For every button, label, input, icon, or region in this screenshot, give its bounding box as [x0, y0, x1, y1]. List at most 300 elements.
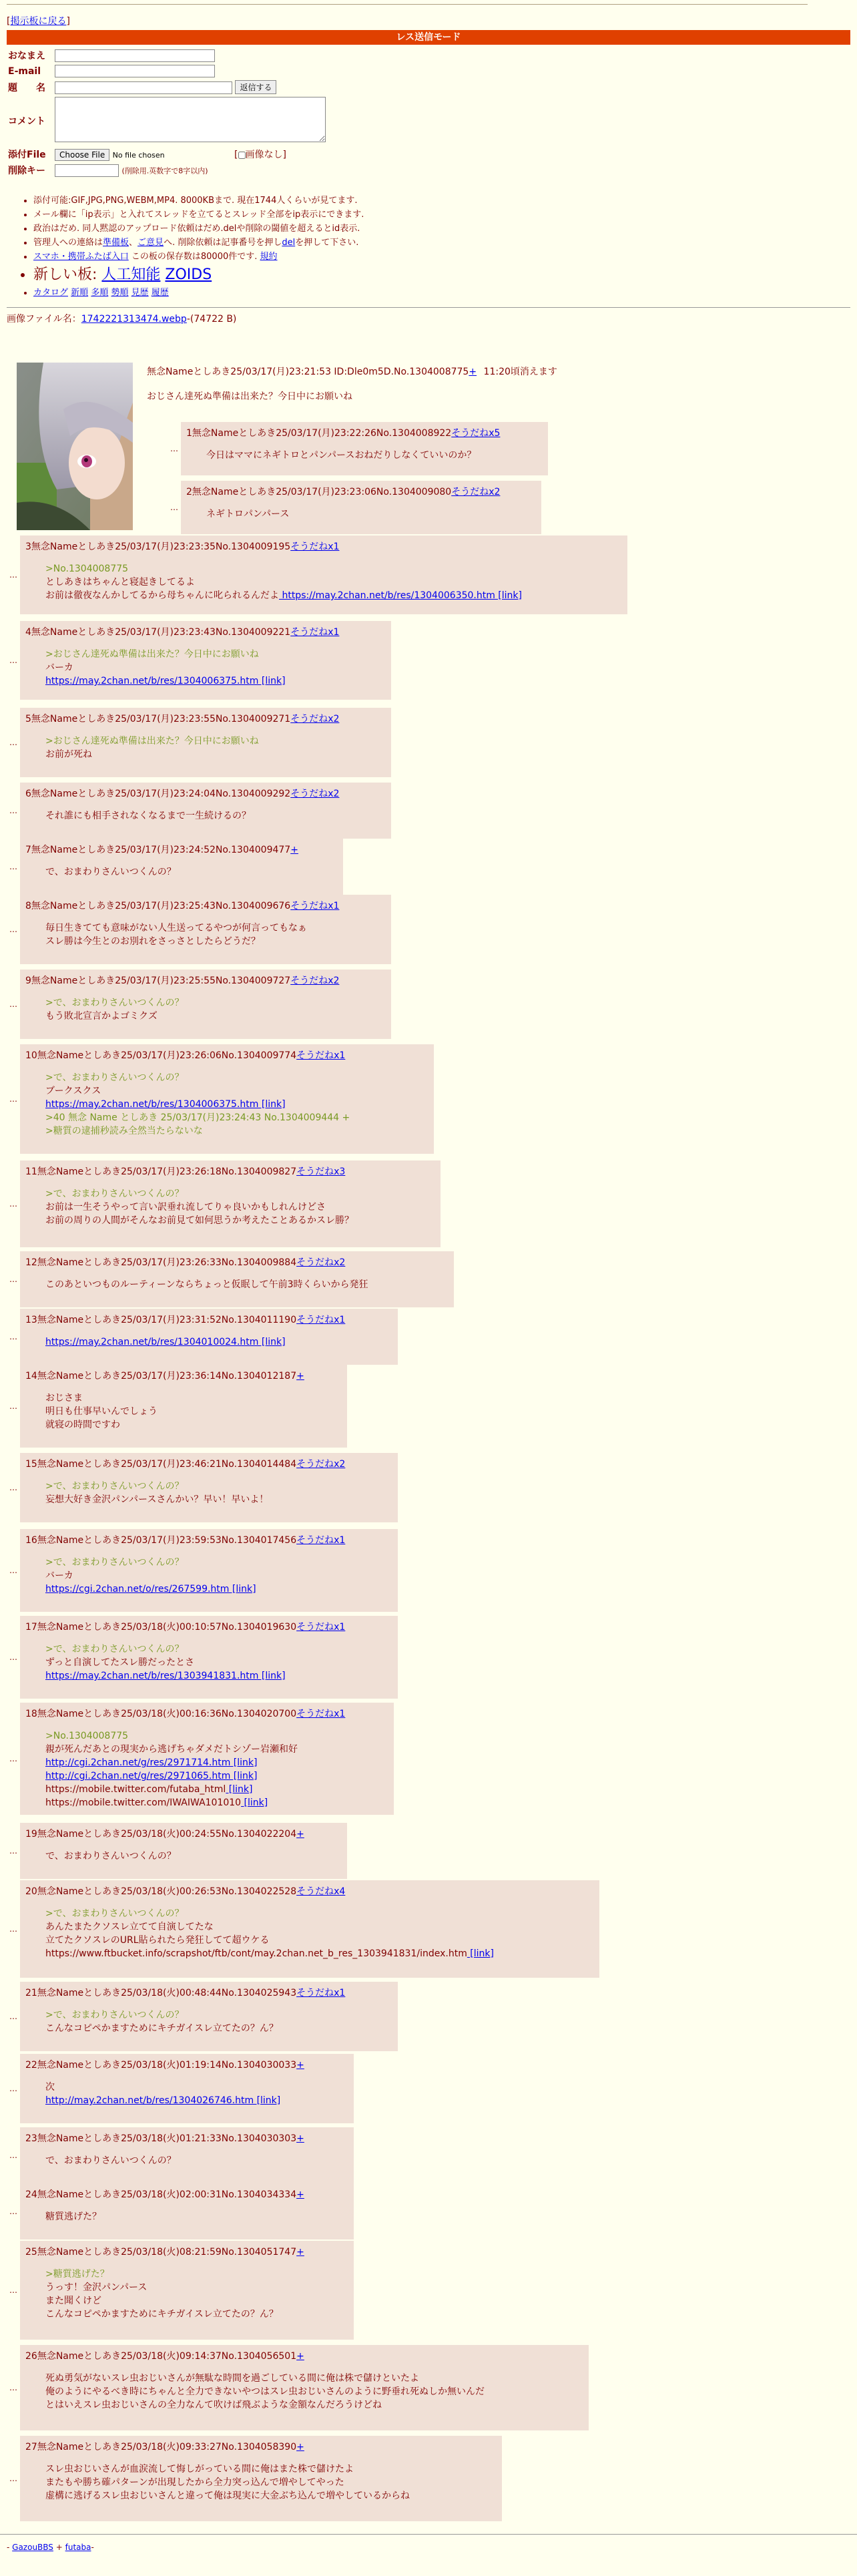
op-thumbnail[interactable] [17, 363, 133, 530]
choose-file-button[interactable]: Choose File [55, 149, 109, 161]
reply-marker: … [9, 2383, 17, 2392]
comment-line: お前は徹夜なんかしてるから母ちゃんに叱られるんだよ https://may.2chan.net/b/res/1304006350.htm [link] [45, 590, 522, 601]
comment-line [45, 1769, 388, 1783]
reply-marker: … [9, 1199, 17, 1209]
sodane-button[interactable]: そうだねx2 [296, 1257, 346, 1268]
reply-marker: … [9, 862, 17, 871]
reply-meta: 5無念Nameとしあき25/03/17(月)23:23:55No.1304009271 [25, 714, 291, 724]
comment-line: バーカ [45, 662, 73, 673]
reply-header [25, 1313, 392, 1326]
no-file-label: No file chosen [112, 151, 165, 160]
reply-box [20, 970, 391, 1039]
comment-line: 妄想大好き金沢パンパースさんかい？早い！早いよ！ [45, 1494, 269, 1505]
reply-header [25, 899, 386, 912]
reply-post [9, 2436, 502, 2521]
reply-body [186, 507, 536, 521]
reply-header [25, 1884, 594, 1898]
comment-line: 虚構に逃げるスレ虫おじいさんと違って俺は現実に大金ぶち込んで増やしているからね [45, 2491, 410, 2501]
reply-header [25, 1620, 392, 1633]
reply-link[interactable]: https://may.2chan.net/b/res/1303941831.htm [link] [45, 1671, 286, 1681]
op-body: おじさん達死ぬ準備は出来た？今日中にお願いね [147, 391, 352, 402]
reply-marker: … [9, 1754, 17, 1763]
reply-body [25, 865, 338, 879]
reply-post [170, 422, 548, 475]
comment-line [45, 674, 386, 688]
comment-line: 親が死んだあとの現実から逃げちゃダメだトシゾー岩瀬和好 [45, 1744, 298, 1755]
comment-line [45, 1669, 392, 1683]
rule-upload: • 添付可能:GIF,JPG,PNG,WEBM,MP4. 8000KBまで. 現在1744人くらいが見てます. [33, 193, 850, 206]
sodane-button[interactable]: そうだねx1 [290, 901, 340, 911]
quote-line: >40 無念 Name としあき 25/03/17(月)23:24:43 No.1304009444 + [45, 1112, 350, 1123]
quote-line: >で、おまわりさんいつくんの？ [45, 1644, 184, 1655]
reply-meta: 16無念Nameとしあき25/03/17(月)23:59:53No.1304017456 [25, 1535, 297, 1546]
reply-meta: 6無念Nameとしあき25/03/17(月)23:24:04No.1304009292 [25, 789, 291, 799]
catalog-link[interactable]: カタログ [33, 288, 69, 298]
reply-marker: … [9, 2286, 17, 2295]
reply-header [25, 2440, 497, 2453]
comment-line: おじさま [45, 1393, 83, 1404]
sodane-button[interactable]: + [296, 2351, 304, 2362]
thread-divider [7, 307, 850, 308]
reply-header [25, 540, 622, 553]
back-nav: [掲示板に戻る] [7, 16, 70, 27]
reply-post [9, 535, 627, 614]
top-divider [7, 4, 808, 5]
reply-body [25, 648, 386, 688]
sodane-button[interactable]: そうだねx2 [290, 714, 340, 724]
reply-meta: 8無念Nameとしあき25/03/17(月)23:25:43No.1304009676 [25, 901, 291, 911]
op-plus-link[interactable]: + [469, 367, 477, 377]
reply-marker: … [9, 1846, 17, 1856]
reply-body [25, 2462, 497, 2503]
reply-box [20, 1703, 394, 1815]
comment-line: 糖質逃げた？ [45, 2211, 101, 2222]
comment-line: お前の周りの人間がそんなお前見て如何思うか考えたことあるかスレ勝？ [45, 1215, 354, 1226]
reply-link[interactable]: http://may.2chan.net/b/res/1304026746.htm [link] [45, 2095, 281, 2106]
submit-reply-button[interactable]: 返信する [235, 80, 276, 94]
reply-link[interactable]: http://cgi.2chan.net/g/res/2971714.htm [link] [45, 1757, 258, 1768]
sodane-button[interactable]: そうだねx3 [296, 1166, 346, 1177]
comment-line: https://mobile.twitter.com/IWAIWA101010 [link] [45, 1797, 268, 1808]
quote-line: >で、おまわりさんいつくんの？ [45, 1189, 184, 1199]
junbi-board-link[interactable]: 準備板 [103, 238, 129, 248]
reply-post [9, 1703, 394, 1815]
reply-link[interactable]: https://may.2chan.net/b/res/1304006350.htm [link] [279, 590, 522, 601]
reply-post [9, 1880, 599, 1978]
reply-header [186, 426, 543, 439]
sodane-button[interactable]: そうだねx2 [296, 1459, 346, 1470]
subject-label: 題 名 [8, 82, 45, 93]
reply-header [25, 1255, 449, 1269]
comment-line: 次 [45, 2082, 55, 2093]
comment-line: ネギトロパンパース [206, 509, 290, 519]
comment-line: スレ勝は今生とのお別れをさっさとしたらどうだ？ [45, 936, 260, 947]
reply-header [25, 625, 386, 638]
op-file-line: 画像ファイル名：1742221313474.webp-(74722 B) [7, 314, 237, 325]
sodane-button[interactable]: そうだねx2 [290, 789, 340, 799]
reply-meta: 15無念Nameとしあき25/03/17(月)23:46:21No.1304014484 [25, 1459, 297, 1470]
reply-header [25, 2058, 348, 2071]
reply-header [25, 1986, 392, 1999]
reply-mode-banner: レス送信モード [7, 30, 850, 45]
reply-body [25, 1335, 392, 1349]
reply-post [9, 1823, 347, 1879]
reply-post [9, 2241, 354, 2340]
reply-post [9, 2127, 354, 2183]
reply-box [20, 1365, 347, 1448]
reply-header [25, 712, 386, 725]
reply-header [186, 485, 536, 498]
reply-meta: 18無念Nameとしあき25/03/18(火)00:16:36No.1304020700 [25, 1709, 297, 1719]
comment-line: スレ虫おじいさんが血涙流して悔しがっている間に俺はまた株で儲けたよ [45, 2464, 354, 2475]
reply-header [25, 2245, 348, 2258]
terms-link[interactable]: 規約 [260, 252, 278, 262]
reply-marker: … [9, 1275, 17, 1284]
reply-meta: 7無念Nameとしあき25/03/17(月)23:24:52No.1304009477 [25, 845, 291, 855]
sodane-button[interactable]: そうだねx1 [290, 542, 340, 552]
reply-marker: … [9, 1924, 17, 1934]
comment-line: またもや勝ち確パターンが出現したから全力突っ込んで増やしてやった [45, 2477, 344, 2488]
reply-body [25, 1907, 594, 1960]
reply-meta: 23無念Nameとしあき25/03/18(火)01:21:33No.1304030303 [25, 2133, 297, 2144]
reply-header [25, 1048, 429, 1062]
quote-line: >No.1304008775 [45, 1731, 129, 1741]
subject-input[interactable] [55, 81, 232, 94]
comment-line: あんたまたクソスレ立てて自演してたな [45, 1922, 214, 1932]
sodane-button[interactable]: + [296, 2442, 304, 2452]
catalog-links [33, 285, 850, 298]
reply-meta: 2無念Nameとしあき25/03/17(月)23:23:06No.1304009080 [186, 487, 452, 497]
comment-line: こんなコピペかますためにキチガイスレ立てたの？ん？ [45, 2023, 278, 2034]
reply-header [25, 1533, 392, 1546]
reply-box [20, 1160, 441, 1247]
comment-line: お前が死ね [45, 749, 92, 760]
reply-box [20, 1309, 398, 1365]
reply-header [25, 843, 338, 856]
reply-link[interactable]: [link] [226, 1784, 253, 1795]
reply-body [25, 1556, 392, 1596]
reply-body [25, 2372, 583, 2412]
quote-line: >で、おまわりさんいつくんの？ [45, 1072, 184, 1083]
op-header: 無念Nameとしあき25/03/17(月)23:21:53 ID:Dle0m5D.No.1304008775+ 11:20頃消えます [147, 367, 557, 377]
reply-box [20, 1251, 454, 1307]
reply-marker: … [9, 2084, 17, 2093]
reply-form [7, 47, 327, 178]
comment-textarea[interactable] [55, 97, 326, 142]
comment-line [45, 1582, 392, 1596]
futaba-link[interactable]: futaba [65, 2543, 91, 2552]
quote-line: >糖質逃げた？ [45, 2269, 109, 2280]
rule-ip: • メール欄に「ip表示」と入れてスレッドを立てるとスレッド全部をip表示にできます. [33, 207, 850, 220]
reply-box [20, 1529, 398, 1612]
reply-box [20, 2127, 354, 2183]
reply-box [20, 2183, 354, 2239]
feedback-link[interactable]: ご意見 [137, 238, 164, 248]
reply-body [25, 1187, 435, 1227]
board-rules [7, 193, 850, 298]
comment-line [45, 1335, 392, 1349]
comment-line: お前は一生そうやって言い訳垂れ流してりゃ良いかもしれんけどさ [45, 1202, 326, 1213]
reply-meta: 25無念Nameとしあき25/03/18(火)08:21:59No.1304051747 [25, 2247, 297, 2258]
reply-meta: 11無念Nameとしあき25/03/17(月)23:26:18No.1304009827 [25, 1166, 297, 1177]
comment-line: うっす！金沢パンパース [45, 2282, 148, 2293]
reply-marker: … [9, 1566, 17, 1575]
email-input[interactable] [55, 65, 215, 77]
sort-new-link[interactable]: 新順 [71, 288, 89, 298]
quote-line: >おじさん達死ぬ準備は出来た？今日中にお願いね [45, 649, 259, 660]
view-history-link[interactable]: 見歴 [131, 288, 149, 298]
comment-line: もう敗北宣言かよゴミクズ [45, 1011, 158, 1022]
reply-meta: 19無念Nameとしあき25/03/18(火)00:24:55No.1304022204 [25, 1829, 297, 1840]
sodane-button[interactable]: + [296, 2247, 304, 2258]
reply-post [9, 1309, 398, 1365]
reply-box [20, 1982, 398, 2051]
reply-box [20, 2345, 589, 2430]
reply-box [20, 783, 391, 839]
sodane-button[interactable]: そうだねx1 [296, 1622, 346, 1633]
reply-post [9, 895, 391, 964]
reply-meta: 4無念Nameとしあき25/03/17(月)23:23:43No.1304009221 [25, 627, 291, 638]
reply-post [9, 2345, 589, 2430]
reply-post [9, 708, 391, 777]
reply-box [20, 535, 627, 614]
comment-line: で、おまわりさんいつくんの？ [45, 2155, 176, 2166]
reply-header [25, 2131, 348, 2145]
reply-body [25, 734, 386, 761]
gazoubbs-link[interactable]: GazouBBS [12, 2543, 53, 2552]
reply-meta: 13無念Nameとしあき25/03/17(月)23:31:52No.1304011190 [25, 1315, 297, 1325]
reply-marker: … [9, 2151, 17, 2160]
comment-line: こんなコピペかますためにキチガイスレ立てたの？ん？ [45, 2309, 278, 2320]
reply-meta: 20無念Nameとしあき25/03/18(火)00:26:53No.1304022528 [25, 1886, 297, 1897]
reply-header [25, 2349, 583, 2362]
comment-line [45, 1756, 388, 1769]
reply-post [9, 970, 391, 1039]
sodane-button[interactable]: + [296, 2189, 304, 2200]
reply-box [181, 481, 541, 534]
reply-meta: 26無念Nameとしあき25/03/18(火)09:14:37No.1304056501 [25, 2351, 297, 2362]
reply-body [25, 2210, 348, 2223]
reply-post [9, 1160, 441, 1247]
reply-body [25, 809, 386, 823]
sodane-button[interactable]: + [296, 2133, 304, 2144]
new-boards: • 新しい板: 人工知能 ZOIDS [33, 263, 850, 284]
comment-line: https://mobile.twitter.com/futaba_html [link] [45, 1784, 253, 1795]
reply-link[interactable]: [link] [241, 1797, 268, 1808]
zoids-board-link[interactable]: ZOIDS [165, 266, 212, 283]
reply-body [25, 1071, 429, 1138]
reply-body [25, 2268, 348, 2321]
sodane-button[interactable]: そうだねx1 [296, 1315, 346, 1325]
reply-box [20, 708, 391, 777]
sodane-button[interactable]: そうだねx1 [296, 1050, 346, 1061]
reply-marker: … [9, 2474, 17, 2483]
sort-momentum-link[interactable]: 勢順 [111, 288, 129, 298]
sodane-button[interactable]: そうだねx1 [296, 1535, 346, 1546]
attach-label: 添付File [8, 150, 46, 160]
reply-marker: … [9, 1094, 17, 1104]
reply-box [20, 1823, 347, 1879]
reply-body [25, 1850, 342, 1863]
reply-post [9, 1616, 398, 1699]
sodane-button[interactable]: そうだねx1 [290, 627, 340, 638]
comment-line: https://www.ftbucket.info/scrapshot/ftb/cont/may.2chan.net_b_res_1303941831/index.htm [link] [45, 1948, 494, 1959]
comment-line: ずっと自演してたスレ勝だったとさ [45, 1657, 195, 1668]
comment-line: 俺のようにやるべき時にちゃんと全力できないやつはスレ虫おじいさんのように野垂れ死ぬしか無いんだ [45, 2386, 485, 2397]
reply-body [186, 449, 543, 462]
delkey-hint: (削除用.英数字で8字以内) [121, 166, 208, 175]
reply-marker: … [9, 925, 17, 934]
reply-post [9, 783, 391, 839]
reply-post [9, 1529, 398, 1612]
op-expire: 11:20頃消えます [483, 367, 557, 377]
sodane-button[interactable]: + [290, 845, 298, 855]
reply-meta: 22無念Nameとしあき25/03/18(火)01:19:14No.1304030033 [25, 2060, 297, 2071]
sodane-button[interactable]: そうだねx2 [290, 976, 340, 986]
sodane-button[interactable]: そうだねx5 [451, 428, 501, 439]
comment-line: で、おまわりさんいつくんの？ [45, 867, 176, 877]
reply-header [25, 1457, 392, 1470]
quote-line: >No.1304008775 [45, 564, 129, 574]
reply-box [20, 1616, 398, 1699]
reply-link[interactable]: http://cgi.2chan.net/g/res/2971065.htm [link] [45, 1771, 258, 1781]
reply-link[interactable]: https://may.2chan.net/b/res/1304010024.htm [link] [45, 1337, 286, 1347]
name-label: おなまえ [8, 51, 45, 61]
sodane-button[interactable]: + [296, 1829, 304, 1840]
footer: - GazouBBS + futaba- [7, 2543, 94, 2552]
reply-header [25, 1164, 435, 1178]
sodane-button[interactable]: そうだねx1 [296, 1988, 346, 1998]
back-to-board-link[interactable]: 掲示板に戻る [10, 16, 67, 27]
reply-meta: 1無念Nameとしあき25/03/17(月)23:22:26No.1304008922 [186, 428, 452, 439]
name-input[interactable] [55, 49, 215, 62]
comment-line [45, 2094, 348, 2107]
reply-header [25, 974, 386, 987]
reply-box [20, 839, 343, 895]
del-link[interactable]: del [282, 238, 296, 248]
comment-line [45, 1098, 429, 1111]
no-image-checkbox[interactable] [238, 152, 246, 159]
comment-line: また聞くけど [45, 2296, 101, 2306]
quote-line: >で、おまわりさんいつくんの？ [45, 2010, 184, 2020]
reply-link[interactable]: [link] [467, 1948, 494, 1959]
reply-box [20, 895, 391, 964]
post-history-link[interactable]: 履歴 [151, 288, 169, 298]
reply-marker: … [9, 1402, 17, 1411]
reply-meta: 24無念Nameとしあき25/03/18(火)02:00:31No.1304034334 [25, 2189, 297, 2200]
reply-marker: … [9, 1653, 17, 1662]
reply-marker: … [9, 738, 17, 747]
comment-line: それ誰にも相手されなくなるまで一生続けるの？ [45, 811, 251, 821]
comment-line: で、おまわりさんいつくんの？ [45, 1851, 176, 1862]
sodane-button[interactable]: そうだねx2 [451, 487, 501, 497]
rule-mobile: • スマホ・携帯ふたば入口 この板の保存数は80000件です. 規約 [33, 249, 850, 262]
quote-line: >で、おまわりさんいつくんの？ [45, 1908, 184, 1919]
reply-box [20, 2436, 502, 2521]
reply-post [9, 1365, 347, 1448]
delkey-label: 削除キー [8, 166, 45, 176]
comment-label: コメント [8, 116, 45, 127]
reply-box [181, 422, 548, 475]
comment-line: 立てたクソスレのURL貼られたら発狂してて超ウケる [45, 1935, 270, 1946]
reply-link[interactable]: https://cgi.2chan.net/o/res/267599.htm [link] [45, 1584, 256, 1594]
reply-header [25, 1827, 342, 1840]
reply-box [20, 1044, 434, 1154]
reply-meta: 10無念Nameとしあき25/03/17(月)23:26:06No.1304009774 [25, 1050, 297, 1061]
email-label: E-mail [8, 65, 41, 77]
sodane-button[interactable]: + [296, 1371, 304, 1381]
comment-line: 今日はママにネギトロとパンパースおねだりしなくていいのか？ [206, 450, 477, 461]
reply-body [25, 996, 386, 1023]
reply-header [25, 2187, 348, 2201]
reply-link[interactable]: https://may.2chan.net/b/res/1304006375.htm [link] [45, 1099, 286, 1110]
quote-line: >で、おまわりさんいつくんの？ [45, 1557, 184, 1568]
reply-body [25, 1643, 392, 1683]
reply-post [9, 1453, 398, 1522]
sodane-button[interactable]: + [296, 2060, 304, 2071]
reply-meta: 17無念Nameとしあき25/03/18(火)00:10:57No.1304019630 [25, 1622, 297, 1633]
reply-link[interactable]: https://may.2chan.net/b/res/1304006375.htm [link] [45, 676, 286, 686]
reply-header [25, 1369, 342, 1382]
sort-many-link[interactable]: 多順 [91, 288, 109, 298]
sodane-button[interactable]: そうだねx1 [296, 1709, 346, 1719]
reply-body [25, 2081, 348, 2107]
mobile-entrance-link[interactable]: スマホ・携帯ふたば入口 [33, 252, 129, 262]
reply-box [20, 1880, 599, 1978]
reply-post [9, 2183, 354, 2239]
reply-marker: … [9, 2012, 17, 2021]
reply-meta: 9無念Nameとしあき25/03/17(月)23:25:55No.1304009727 [25, 976, 291, 986]
comment-line: 毎日生きてても意味がない人生送ってるやつが何言ってもなぁ [45, 923, 307, 933]
reply-body [25, 1480, 392, 1506]
reply-meta: 3無念Nameとしあき25/03/17(月)23:23:35No.1304009195 [25, 542, 291, 552]
reply-body [25, 921, 386, 948]
reply-marker: … [9, 1000, 17, 1009]
ai-board-link[interactable]: 人工知能 [101, 266, 161, 283]
reply-body [25, 2008, 392, 2035]
footer-divider [0, 2534, 857, 2535]
reply-marker: … [9, 1483, 17, 1492]
reply-meta: 14無念Nameとしあき25/03/17(月)23:36:14No.1304012187 [25, 1371, 297, 1381]
reply-post [9, 2054, 354, 2123]
reply-post [170, 481, 541, 534]
comment-line: 明日も仕事早いんでしょう [45, 1406, 158, 1417]
reply-meta: 27無念Nameとしあき25/03/18(火)09:33:27No.1304058390 [25, 2442, 297, 2452]
comment-line: とはいえスレ虫おじいさんの全力なんて吹けば飛ぶような金額なんだろうけどね [45, 2400, 382, 2410]
reply-post [9, 1251, 454, 1307]
comment-line: バーカ [45, 1570, 73, 1581]
reply-post [9, 839, 343, 895]
reply-header [25, 1707, 388, 1720]
no-image-option: [ 画像なし] [234, 150, 286, 160]
reply-post [9, 1982, 398, 2051]
quote-line: >で、おまわりさんいつくんの？ [45, 1481, 184, 1492]
quote-line: >で、おまわりさんいつくんの？ [45, 998, 184, 1008]
reply-marker: … [170, 503, 178, 512]
reply-meta: 21無念Nameとしあき25/03/18(火)00:48:44No.1304025943 [25, 1988, 297, 1998]
reply-box [20, 2241, 354, 2340]
delkey-input[interactable] [55, 164, 119, 177]
sodane-button[interactable]: そうだねx4 [296, 1886, 346, 1897]
comment-line: このあといつものルーティーンならちょっと仮眠して午前3時くらいから発狂 [45, 1279, 368, 1290]
quote-line: >糖質の逮捕秒読み全然当たらないな [45, 1126, 203, 1136]
reply-box [20, 2054, 354, 2123]
comment-line: 就寝の時間ですわ [45, 1420, 120, 1430]
reply-marker: … [9, 806, 17, 815]
rule-politics: • 政治はだめ. 同人黙認のアップロード依頼はだめ.delや削除の閾値を超えるとid表示. [33, 221, 850, 234]
reply-body [25, 1278, 449, 1291]
op-file-link[interactable]: 1742221313474.webp [81, 314, 187, 325]
